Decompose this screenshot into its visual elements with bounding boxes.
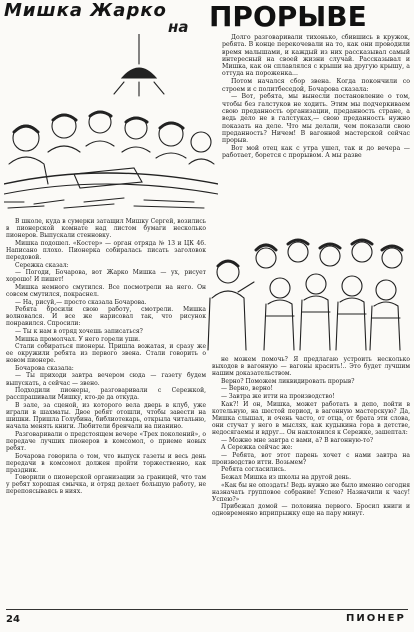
paragraph: Сережка сказал: (15, 261, 69, 269)
column-right-bottom (212, 356, 410, 518)
paragraph: В школе, куда в сумерки затащил Мишку Сергей, возились в пионерской комнате над листом бумаги несколько пионеров. Выпускали стенновку. (6, 218, 206, 240)
paragraph: — Можно мне завтра с вами, а? В вагонную-то? (221, 436, 374, 444)
paragraph: Ребята согласились. (221, 466, 286, 474)
headline-title-right: ПРОРЫВЕ (209, 0, 367, 33)
paragraph: Разговаривали о предстоящем вечере «Трех поколений», о передаче лучших пионеров в комсомол, о приеме новых ребят. (6, 430, 206, 452)
paragraph: — На, рисуй,— просто сказала Бочарова. (15, 298, 147, 306)
paragraph: — Верно, верно! (221, 385, 273, 393)
paragraph: А Сережка сейчас же: (221, 444, 293, 452)
paragraph: Потом начался сбор звена. Когда покончили со строем и с политбеседой, Бочарова сказала: (222, 78, 410, 93)
paragraph: Бежал Мишка из школы на другой день. (221, 474, 351, 481)
paragraph: Прибежал домой — половина первого. Бросил книги и одновременно вприпрыжку еще на пару минут. (212, 503, 410, 518)
illustration-pioneers-at-table (4, 34, 218, 212)
headline-title-left: Мишка Жарко (4, 0, 167, 21)
footer-rule (6, 609, 408, 610)
paragraph: Стали собираться пионеры. Пришла вожатая, и сразу же ее окружили ребята из первого звена. Стали говорить о новом пионере. (6, 343, 206, 365)
paragraph: Бочарова сказала: (15, 364, 74, 372)
headline (4, 0, 412, 36)
paragraph: Мишка промолчал. У него горели уши. (15, 335, 141, 343)
paragraph: — Завтра же итти на производство! (221, 392, 335, 400)
paragraph: Мишка подошел. «Костер» — орган отряда № 13 и ЦК 46. Написано плохо. Пионерка собиралась писать заголовок передовой. (6, 239, 206, 261)
page-number: 24 (6, 614, 20, 625)
paragraph: Вот мой отец как с утра ушел, так и до вечера — работает, борется с прорывом. А мы разве (222, 144, 410, 160)
paragraph: — Ребята, вот этот парень хочет с нами завтра на производство итти. Возьмем? (212, 451, 410, 466)
paragraph: В зале, за сценой, из которого вела дверь в клуб, уже играли в шахматы. Двое ребят отошли, чтобы завести на шишки. Пришла Голубина, библиотекарь, открыла читальню, начала менять книги. Любители бренчали на пианино. (6, 401, 206, 431)
paragraph: — Ты приходи завтра вечером сюда — газету будем выпускать, а сейчас — звено. (6, 372, 206, 387)
paragraph: — Ты к нам в отряд хочешь записаться? (15, 327, 143, 335)
paragraph: Бочарова говорила о том, что выпуск газеты и весь день передачи в комсомол должен пройти торжественно, как праздник. (6, 452, 206, 474)
paragraph: Как?! И он, Мишка, может работать в депо, пойти в котельную, на шестой период, в вагонную мастерскую? Да, Мишка слышал, и очень часто, от отца, от брата эти слова, они стучат у него в мыслях, как кудыкина гора в детстве, недосягаемы и вдруг... Он наклонился к Сережке, зашептал: (212, 400, 410, 436)
paragraph: Подходили пионеры, разговаривали с Сережкой, расспрашивали Мишку, кто-де да откуда. (6, 387, 206, 402)
paragraph: Мишка немного смутился. Все посмотрели на него. Он совсем смутился, покраснел. (6, 283, 206, 298)
paragraph: Верно? Поможем ликвидировать прорыв? (221, 377, 355, 385)
column-left (6, 218, 206, 496)
paragraph: — Вот, ребята, мы вынесли постановление о том, чтобы без галстуков не ходить. Этим мы подчеркиваем свою преданность организации, преданность стране, а ведь дело не в галстуках,— свою преданность нужно показать на деле. Что мы делали, чем показали свою преданность? Ничем! В вагонной мастерской сейчас прорыв. (222, 93, 410, 145)
column-right-top (222, 34, 410, 160)
illustration-pioneer-group (206, 232, 412, 352)
paragraph: Говорили о пионерской организации за границей, что там у ребят хорошая смычка, и отряд делает большую работу, не перепоясываясь в ниях. (6, 474, 206, 496)
paragraph: Долго разговаривали тихонько, сбившись в кружок, ребята. В конце перекочевали на то, как они проводили время малышами, и каждый из них рассказывал самый интересный на своей жизни случай. Рассказывал и Мишка, как он сплавлялся с крыши на другую крышу, а оттуда на пороженка... (222, 34, 410, 78)
paragraph: не можем помочь? Я предлагаю устроить несколько выходов в вагонную — вагоны красить!.. Это будет лучшим нашим доказательством. (212, 356, 410, 378)
paragraph: Ребята бросили свою работу, смотрели. Мишка волновался. И все же нарисовал так, что рисунок понравился. Спросили: (6, 306, 206, 328)
paragraph: «Как бы не опоздать! Ведь нужно же было именно сегодня назначать групповое собрание! Успею? Назначили к часу! Успею?» (212, 481, 410, 503)
paragraph: — Погоди, Бочарова, вот Жарко Мишка — ух, рисует хорошо! И пишет! (6, 269, 206, 284)
magazine-name: ПИОНЕР (346, 613, 406, 624)
headline-title-na: на (168, 18, 189, 36)
